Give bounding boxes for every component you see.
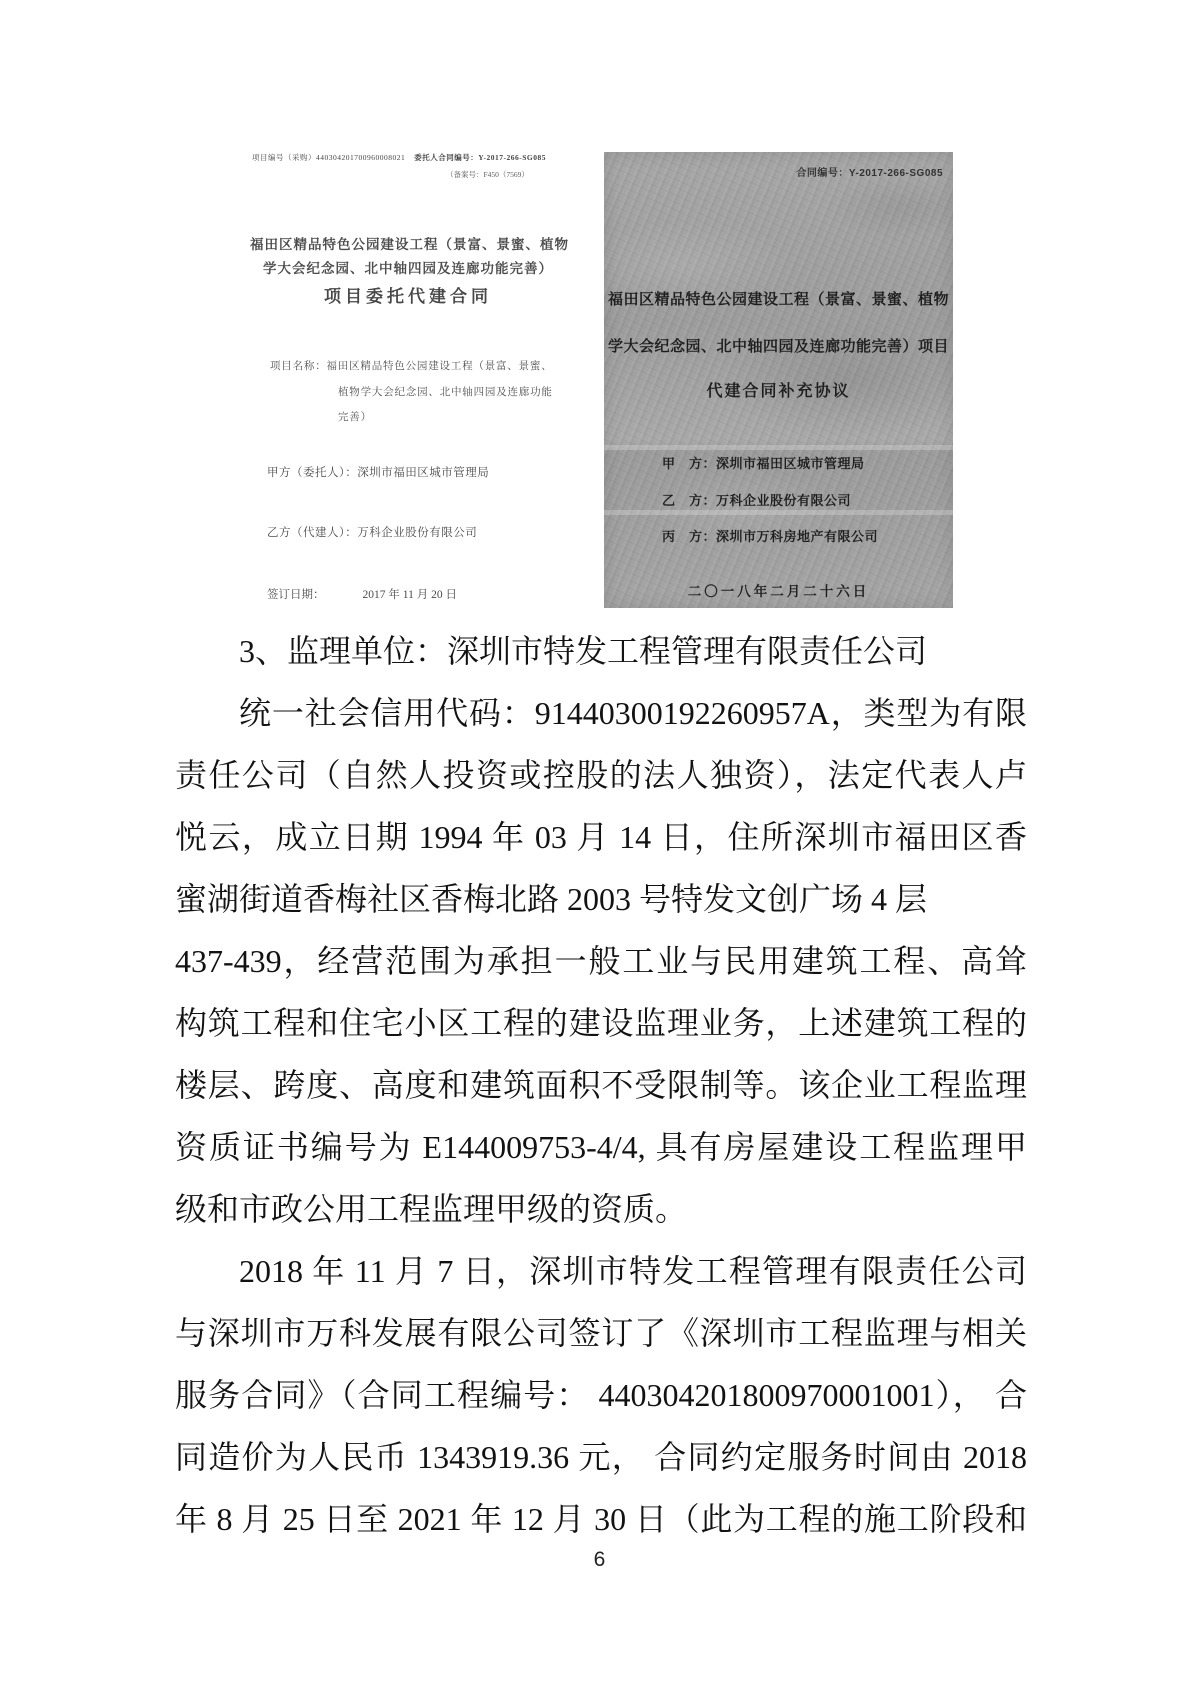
sign-date-label: 签订日期： xyxy=(267,589,325,601)
body-text-line: 构筑工程和住宅小区工程的建设监理业务，上述建筑工程的 xyxy=(175,1005,1027,1041)
body-text-line: 楼层、跨度、高度和建筑面积不受限制等。该企业工程监理 xyxy=(175,1067,1027,1103)
body-text-line: 责任公司（自然人投资或控股的法人独资），法定代表人卢 xyxy=(175,757,1027,793)
body-text xyxy=(175,620,1027,1550)
project-name-line3: 完善） xyxy=(338,412,372,423)
right-cover-title-line2: 学大会纪念园、北中轴四园及连廊功能完善）项目 xyxy=(607,338,949,355)
body-text-line: 同造价为人民币 1343919.36 元， 合同约定服务时间由 2018 xyxy=(175,1439,1027,1475)
body-text-line: 服务合同》（合同工程编号： 440304201800970001001）， 合 xyxy=(175,1377,1027,1413)
left-cover-title-main: 项目委托代建合同 xyxy=(324,287,492,306)
project-number: 项目编号（采购）440304201700960008021 xyxy=(252,153,406,162)
body-text-line: 蜜湖街道香梅社区香梅北路 2003 号特发文创广场 4 层 xyxy=(175,881,928,917)
left-cover-title-line1: 福田区精品特色公园建设工程（景富、景蜜、植物 xyxy=(250,237,569,252)
body-text-line: 2018 年 11 月 7 日，深圳市特发工程管理有限责任公司 xyxy=(239,1253,1027,1289)
right-party-b: 乙 方：万科企业股份有限公司 xyxy=(662,493,852,508)
body-text-line: 级和市政公用工程监理甲级的资质。 xyxy=(175,1191,688,1227)
body-text-line: 年 8 月 25 日至 2021 年 12 月 30 日（此为工程的施工阶段和 xyxy=(175,1501,1027,1537)
body-text-line: 与深圳市万科发展有限公司签订了《深圳市工程监理与相关 xyxy=(175,1315,1027,1351)
project-name-line1: 项目名称：福田区精品特色公园建设工程（景富、景蜜、 xyxy=(270,361,553,372)
body-text-line: 437-439，经营范围为承担一般工业与民用建筑工程、高耸 xyxy=(175,943,1027,979)
filing-number: （备案号：F450（7569） xyxy=(446,170,529,179)
contract-cover-right xyxy=(604,152,953,608)
left-party-a: 甲方（委托人）：深圳市福田区城市管理局 xyxy=(267,467,490,479)
right-party-c: 丙 方：深圳市万科房地产有限公司 xyxy=(662,529,879,544)
right-party-a: 甲 方：深圳市福田区城市管理局 xyxy=(662,456,865,471)
contract-cover-left xyxy=(250,145,569,615)
sign-date-row xyxy=(267,586,457,602)
page-number: 6 xyxy=(593,1548,606,1571)
client-contract-number: 委托人合同编号：Y-2017-266-SG085 xyxy=(414,153,546,162)
project-number-row xyxy=(252,152,546,163)
body-text-line: 资质证书编号为 E144009753-4/4, 具有房屋建设工程监理甲 xyxy=(175,1129,1027,1165)
left-party-b: 乙方（代建人）：万科企业股份有限公司 xyxy=(267,527,478,539)
right-cover-title-main: 代建合同补充协议 xyxy=(706,383,851,400)
sign-date-value: 2017 年 11 月 20 日 xyxy=(362,589,457,601)
body-text-line: 3、监理单位：深圳市特发工程管理有限责任公司 xyxy=(239,633,928,669)
contract-number: 合同编号：Y-2017-266-SG085 xyxy=(796,168,943,179)
body-text-line: 统一社会信用代码：91440300192260957A，类型为有限 xyxy=(239,695,1027,731)
right-cover-date: 二〇一八年二月二十六日 xyxy=(687,584,870,599)
left-cover-title-line2: 学大会纪念园、北中轴四园及连廊功能完善） xyxy=(263,261,553,276)
project-name-line2: 植物学大会纪念园、北中轴四园及连廊功能 xyxy=(338,387,553,398)
right-cover-title-line1: 福田区精品特色公园建设工程（景富、景蜜、植物 xyxy=(607,291,949,308)
body-text-line: 悦云，成立日期 1994 年 03 月 14 日，住所深圳市福田区香 xyxy=(175,819,1027,855)
